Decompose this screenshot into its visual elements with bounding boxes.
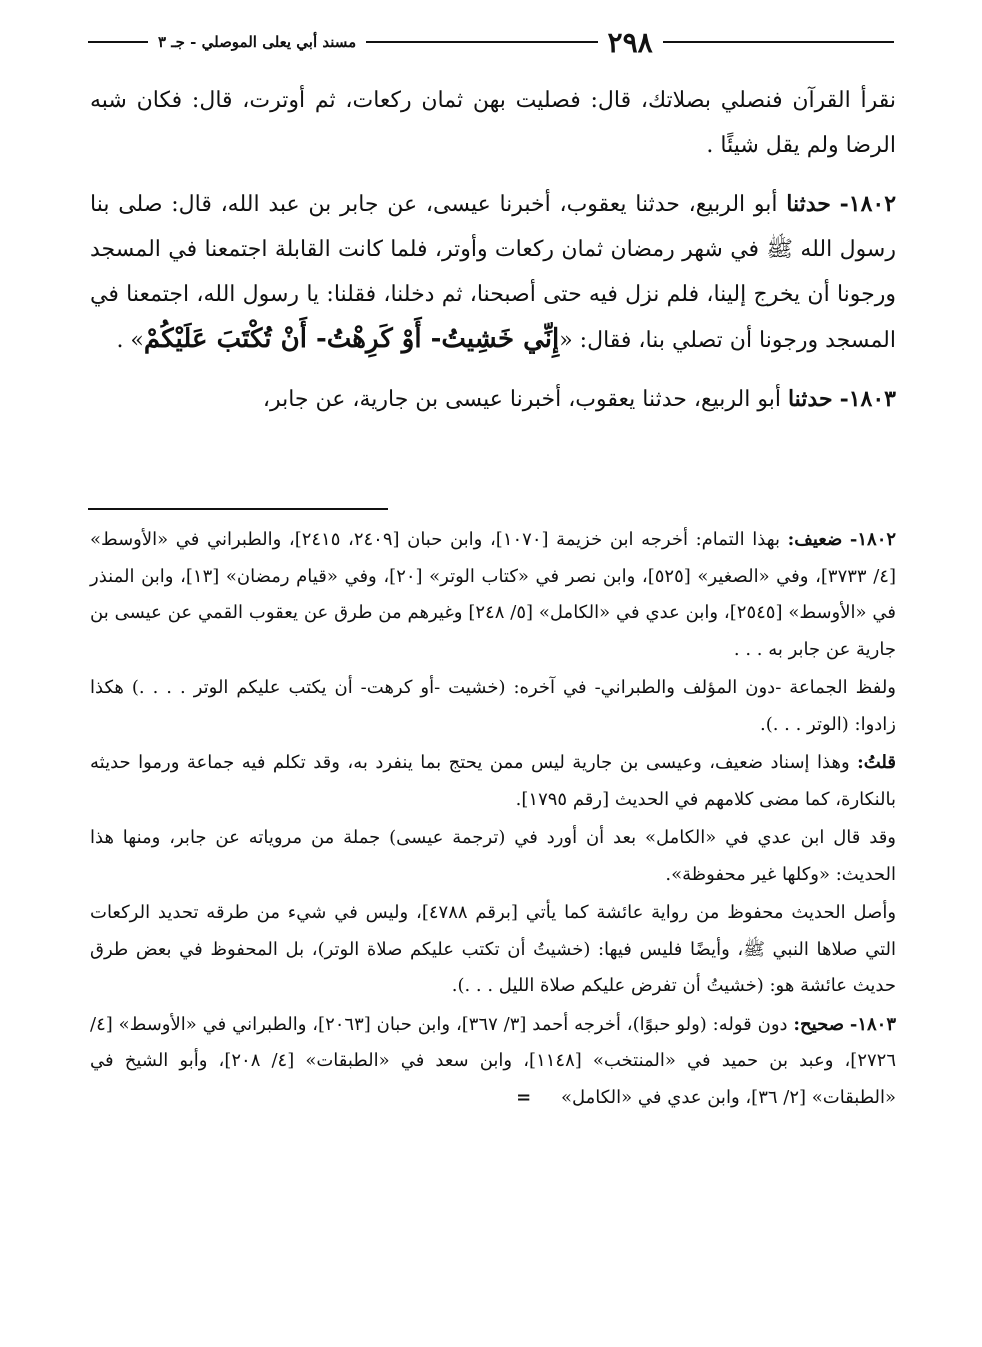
hadith-text: أبو الربيع، حدثنا يعقوب، أخبرنا عيسى، عن جابر بن عبد الله، قال: صلى بنا رسول الله ﷺ في شهر رمضان ثمان ركعات وأوتر، فلما كانت القابلة اجتمعنا في المسجد ورجونا أن يخرج إلينا، فلم نزل فيه حتى أصبحنا، ثم دخلنا، فقلنا: يا رسول الله، اجتمعنا في المسجد ورجونا أن تصلي بنا، فقال: «: [90, 192, 896, 353]
running-title: مسند أبي يعلى الموصلي - جـ ٣: [157, 33, 357, 51]
header-rule-left: [88, 41, 148, 43]
note-1803: [90, 1007, 896, 1117]
hadith-number: ١٨٠٢-: [839, 191, 897, 217]
note-text: دون قوله: (ولو حبوًا)، أخرجه أحمد [٣/ ٣٦٧]، وابن حبان [٢٠٦٣]، والطبراني في «الأوسط» [٤/ ٢٧٢٦]، وعبد بن حميد في «المنتخب» [١١٤٨]، وابن سعد في «الطبقات» [٤/ ٢٠٨]، وأبو الشيخ في «الطبقات» [٢/ ٣٦]، وابن عدي في «الكامل»: [90, 1013, 896, 1108]
note-grade: ضعيف:: [787, 529, 843, 550]
prophetic-quote: إِنِّي خَشِيتُ- أَوْ كَرِهْتُ- أَنْ تُكْتَبَ عَلَيْكُمْ: [143, 324, 560, 354]
footnotes: [90, 522, 896, 1118]
hadith-end: » .: [116, 328, 144, 353]
note-wording: ولفظ الجماعة -دون المؤلف والطبراني- في آخره: (خشيت -أو كرهت- أن يكتب عليكم الوتر . . . .) هكذا زادوا: (الوتر . . .).: [90, 677, 896, 735]
hadith-lead: حدثنا: [787, 386, 833, 412]
note-number: ١٨٠٢-: [849, 529, 897, 550]
note-1802: [90, 522, 896, 668]
continuation-mark: =: [516, 1086, 532, 1108]
header-rule-right: [663, 41, 894, 43]
hadith-1802: [90, 182, 896, 363]
qultu-text: وهذا إسناد ضعيف، وعيسى بن جارية ليس ممن يحتج بما ينفرد به، وقد تكلم فيه جماعة ورموا حديثه بالنكارة، كما مضى كلامهم في الحديث [رقم ١٧٩٥].: [90, 752, 896, 810]
note-text: بهذا التمام: أخرجه ابن خزيمة [١٠٧٠]، وابن حبان [٢٤٠٩، ٢٤١٥]، والطبراني في «الأوسط» [٤/ ٣٧٣٣]، وفي «الصغير» [٥٢٥]، وابن نصر في «كتاب الوتر» [٢٠]، وفي «قيام رمضان» [١٣]، وابن المنذر في «الأوسط» [٢٥٤٥]، وابن عدي في «الكامل» [٥/ ٢٤٨] وغيرهم من طرق عن يعقوب القمي عن عيسى بن جارية عن جابر به . . .: [90, 529, 897, 660]
hadith-1803: [90, 377, 896, 422]
page-number: ٢٩٨: [607, 25, 653, 59]
footnote-separator: [88, 508, 388, 510]
note-grade: صحيح:: [793, 1013, 844, 1035]
note-number: ١٨٠٣-: [849, 1013, 896, 1035]
continuation-paragraph: نقرأ القرآن فنصلي بصلاتك، قال: فصليت بهن ثمان ركعات، ثم أوترت، قال: فكان شبه الرضا ولم يقل شيئًا .: [90, 88, 896, 158]
note-ibn-adi: وقد قال ابن عدي في «الكامل» بعد أن أورد في (ترجمة عيسى) جملة من مروياته عن جابر، ومنها هذا الحديث: «وكلها غير محفوظة».: [90, 827, 896, 885]
note-qultu: [90, 745, 896, 818]
hadith-text: أبو الربيع، حدثنا يعقوب، أخبرنا عيسى بن جارية، عن جابر،: [262, 387, 781, 412]
note-asl: وأصل الحديث محفوظ من رواية عائشة كما يأتي [برقم ٤٧٨٨]، وليس في شيء من طرقه تحديد الركعات التي صلاها النبي ﷺ، وأيضًا فليس فيها: (خشيتُ أن تكتب عليكم صلاة الوتر)، بل المحفوظ في بعض طرق حديث عائشة هو: (خشيتُ أن تفرض عليكم صلاة الليل . . .).: [90, 902, 897, 996]
header-rule-middle: [366, 41, 597, 43]
page-header: [88, 22, 894, 62]
main-text: [90, 78, 896, 436]
hadith-number: ١٨٠٣-: [839, 386, 896, 412]
qultu-label: قلتُ:: [857, 752, 896, 773]
hadith-lead: حدثنا: [786, 191, 831, 217]
